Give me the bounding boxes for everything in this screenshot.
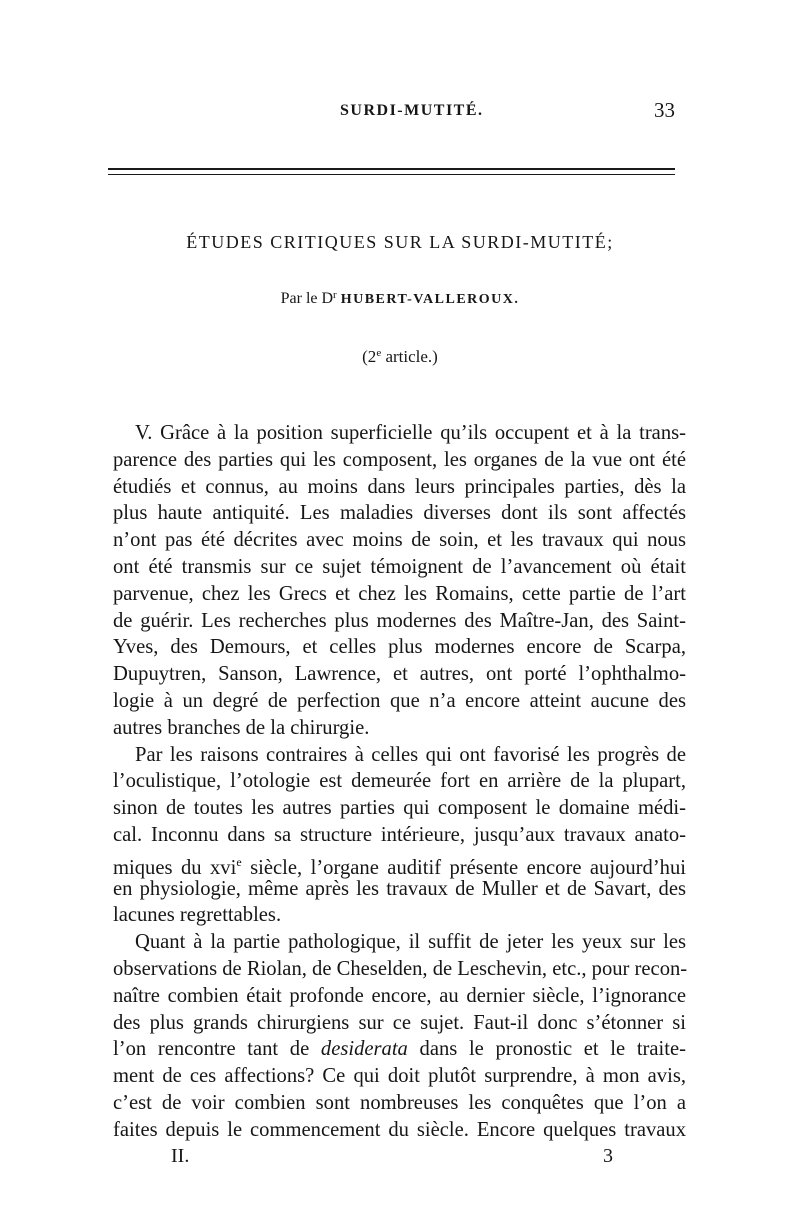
text-fragment: dans le pronostic et le traite- bbox=[407, 1038, 686, 1061]
text-line: c’est de voir combien sont nombreuses les conquêtes que l’on a bbox=[113, 1091, 686, 1114]
text-line: ont été transmis sur ce sujet témoignent de l’avancement où était bbox=[113, 555, 686, 578]
text-line: de guérir. Les recherches plus modernes des Maître-Jan, des Saint- bbox=[113, 609, 686, 632]
text-line: en physiologie, même après les travaux de Muller et de Savart, des bbox=[113, 877, 686, 900]
text-line: Yves, des Demours, et celles plus modernes encore de Scarpa, bbox=[113, 636, 686, 659]
text-line: n’ont pas été décrites avec moins de soin, et les travaux qui nous bbox=[113, 529, 686, 552]
part-sup: e bbox=[376, 347, 382, 359]
signature-mark: II. bbox=[171, 1145, 190, 1167]
text-line: étudiés et connus, au moins dans leurs principales parties, dès la bbox=[113, 475, 686, 498]
page-footer bbox=[113, 1145, 613, 1171]
text-line: V. Grâce à la position superficielle qu’ils occupent et à la trans- bbox=[135, 422, 686, 444]
text-line: cal. Inconnu dans sa structure intérieure, jusqu’aux travaux anato- bbox=[113, 823, 686, 846]
text-line: parence des parties qui les composent, les organes de la vue ont été bbox=[113, 448, 686, 471]
text-line: Quant à la partie pathologique, il suffit de jeter les yeux sur les bbox=[135, 931, 686, 954]
text-line: naître combien était profonde encore, au dernier siècle, l’ignorance bbox=[113, 984, 686, 1007]
text-line: l’oculistique, l’otologie est demeurée fort en arrière de la plupart, bbox=[113, 770, 686, 793]
running-title: SURDI-MUTITÉ. bbox=[340, 102, 484, 119]
text-line: parvenue, chez les Grecs et chez les Romains, cette partie de l’art bbox=[113, 582, 686, 605]
text-line: Dupuytren, Sanson, Lawrence, et autres, ont porté l’ophthalmo- bbox=[113, 663, 686, 686]
article-title: ÉTUDES CRITIQUES SUR LA SURDI-MUTITÉ; bbox=[186, 232, 614, 252]
text-fragment: siècle, l’organe auditif présente encore aujourd’hui bbox=[241, 856, 686, 879]
header-rule-thick bbox=[108, 168, 675, 170]
page-number: 33 bbox=[654, 98, 675, 122]
text-line: des plus grands chirurgiens sur ce sujet. Faut-il donc s’étonner si bbox=[113, 1011, 686, 1034]
running-head bbox=[110, 98, 675, 124]
text-line: logie à un degré de perfection que n’a encore atteint aucune des bbox=[113, 689, 686, 712]
article-part bbox=[100, 347, 700, 367]
text-line: faites depuis le commencement du siècle. Encore quelques travaux bbox=[113, 1118, 686, 1141]
author-name: HUBERT-VALLEROUX. bbox=[340, 292, 520, 307]
text-fragment: miques du xvi bbox=[113, 856, 237, 879]
byline-prefix: Par le D bbox=[280, 290, 334, 307]
text-line: ment de ces affections? Ce qui doit plutôt surprendre, à mon avis, bbox=[113, 1065, 686, 1088]
body-text bbox=[113, 420, 686, 1144]
text-line: Par les raisons contraires à celles qui ont favorisé les progrès de bbox=[135, 743, 686, 766]
text-fragment: l’on rencontre tant de bbox=[113, 1038, 321, 1061]
part-close: article.) bbox=[381, 347, 438, 366]
text-line-desiderata bbox=[113, 1036, 686, 1063]
text-line: observations de Riolan, de Cheselden, de Leschevin, etc., pour recon- bbox=[113, 957, 688, 980]
italic-term: desiderata bbox=[320, 1038, 408, 1061]
byline-title-sup: r bbox=[333, 289, 337, 301]
header-rule-thin bbox=[108, 174, 675, 175]
text-line-century bbox=[113, 849, 686, 879]
century-sup: e bbox=[236, 854, 242, 869]
text-line: lacunes regrettables. bbox=[113, 904, 282, 927]
text-line: plus haute antiquité. Les maladies diverses dont ils sont affectés bbox=[113, 502, 686, 525]
text-line: sinon de toutes les autres parties qui composent le domaine médi- bbox=[113, 797, 686, 820]
signature-number: 3 bbox=[603, 1145, 613, 1167]
text-line: autres branches de la chirurgie. bbox=[113, 716, 370, 739]
byline bbox=[100, 289, 700, 308]
part-open: (2 bbox=[362, 347, 377, 366]
